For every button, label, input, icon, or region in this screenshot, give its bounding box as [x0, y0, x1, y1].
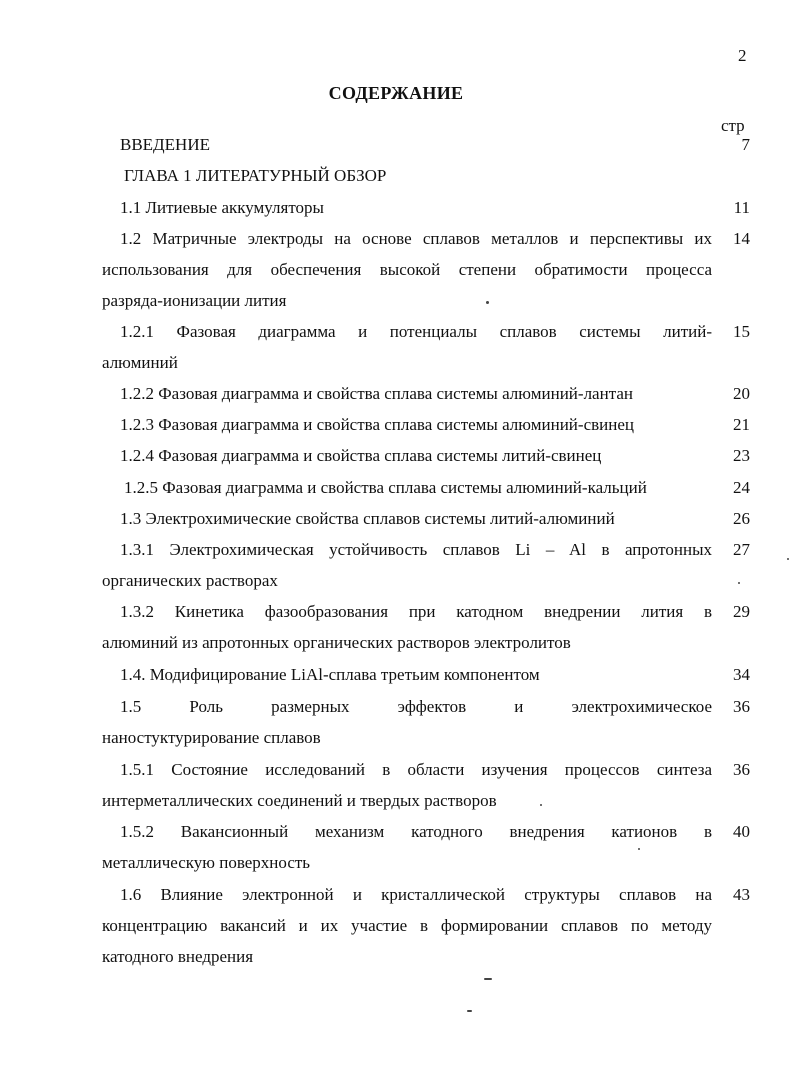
toc-entry-continuation: использования для обеспечения высокой степени обратимости процесса [102, 260, 712, 279]
toc-page-number: 14 [733, 229, 750, 248]
scan-speck [540, 804, 542, 806]
toc-entry: 1.4. Модифицирование LiAl-сплава третьим компонентом [120, 665, 540, 684]
toc-entry-introduction: ВВЕДЕНИЕ [120, 135, 210, 154]
toc-page-number: 11 [733, 198, 750, 217]
toc-entry: 1.3 Электрохимические свойства сплавов системы литий-алюминий [120, 509, 615, 528]
toc-entry: 1.6 Влияние электронной и кристаллической структуры сплавов на [120, 885, 712, 904]
scan-speck [738, 582, 740, 584]
toc-entry: 1.5.2 Вакансионный механизм катодного внедрения катионов в [120, 822, 712, 841]
toc-entry-continuation: органических растворах [102, 571, 278, 590]
toc-entry: 1.2.3 Фазовая диаграмма и свойства сплава системы алюминий-свинец [120, 415, 634, 434]
toc-entry: 1.2 Матричные электроды на основе сплавов металлов и перспективы их [120, 229, 712, 248]
scan-speck [787, 558, 789, 560]
toc-entry-continuation: интерметаллических соединений и твердых растворов [102, 791, 497, 810]
toc-entry: 1.2.1 Фазовая диаграмма и потенциалы сплавов системы литий- [120, 322, 712, 341]
page-column-header: стр [721, 116, 745, 135]
toc-entry: 1.2.5 Фазовая диаграмма и свойства сплава системы алюминий-кальций [124, 478, 647, 497]
scan-speck [638, 848, 640, 850]
toc-page-number: 36 [733, 697, 750, 716]
scan-speck [486, 301, 489, 304]
toc-entry: 1.1 Литиевые аккумуляторы [120, 198, 324, 217]
toc-page-number: 23 [733, 446, 750, 465]
toc-page-number: 7 [741, 135, 750, 154]
toc-page-number: 24 [733, 478, 750, 497]
scan-speck [467, 1010, 472, 1012]
toc-entry-continuation: металлическую поверхность [102, 853, 311, 872]
toc-entry-continuation: наностуктурирование сплавов [102, 728, 321, 747]
page-number: 2 [738, 46, 747, 65]
toc-entry-continuation: катодного внедрения [102, 947, 254, 966]
toc-entry: 1.5.1 Состояние исследований в области изучения процессов синтеза [120, 760, 712, 779]
toc-page-number: 43 [733, 885, 750, 904]
toc-entry: 1.3.2 Кинетика фазообразования при катодном внедрении лития в [120, 602, 712, 621]
toc-entry: 1.2.4 Фазовая диаграмма и свойства сплава системы литий-свинец [120, 446, 602, 465]
toc-page-number: 36 [733, 760, 750, 779]
toc-entry-continuation: концентрацию вакансий и их участие в формировании сплавов по методу [102, 916, 712, 935]
toc-entry-continuation: алюминий из апротонных органических растворов электролитов [102, 633, 571, 652]
scan-speck [484, 978, 492, 980]
toc-page-number: 21 [733, 415, 750, 434]
page-title: СОДЕРЖАНИЕ [328, 83, 464, 103]
toc-entry: 1.2.2 Фазовая диаграмма и свойства сплава системы алюминий-лантан [120, 384, 633, 403]
toc-entry: 1.5 Роль размерных эффектов и электрохимическое [120, 697, 712, 716]
toc-entry-continuation: алюминий [102, 353, 178, 372]
toc-page-number: 20 [733, 384, 750, 403]
toc-page-number: 15 [733, 322, 750, 341]
toc-page-number: 26 [733, 509, 750, 528]
toc-entry-continuation: разряда-ионизации лития [102, 291, 287, 310]
toc-entry: 1.3.1 Электрохимическая устойчивость сплавов Li – Al в апротонных [120, 540, 712, 559]
toc-chapter-heading: ГЛАВА 1 ЛИТЕРАТУРНЫЙ ОБЗОР [124, 166, 387, 185]
toc-page-number: 34 [733, 665, 750, 684]
toc-page-number: 29 [733, 602, 750, 621]
toc-page-number: 40 [733, 822, 750, 841]
toc-page-number: 27 [733, 540, 750, 559]
